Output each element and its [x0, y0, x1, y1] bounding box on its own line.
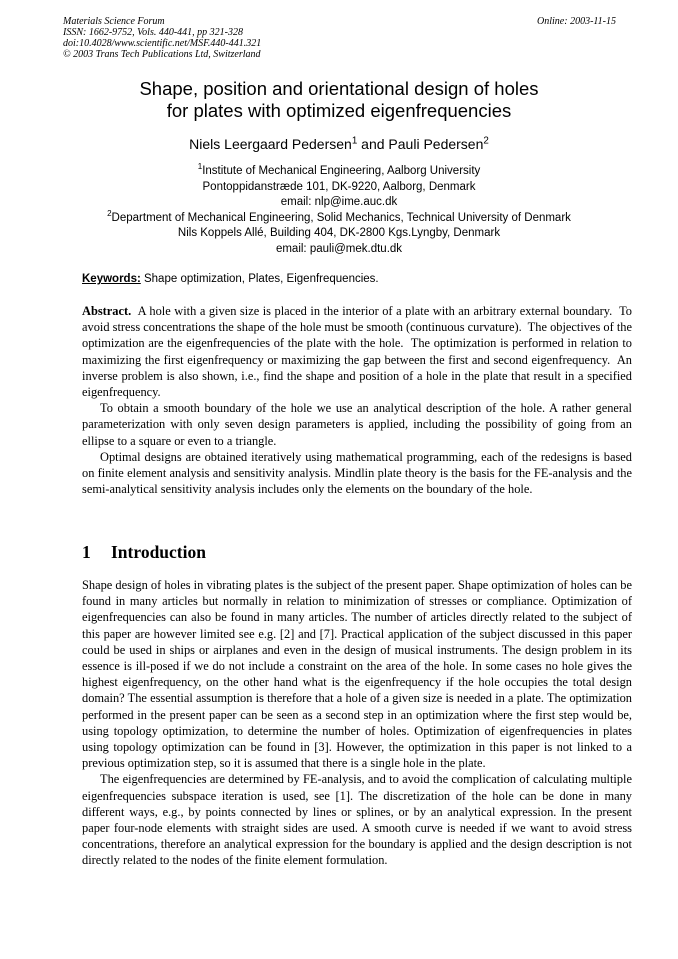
- introduction-paragraph-1: Shape design of holes in vibrating plates is the subject of the present paper. Shape optimization of holes can be found in many articles but normally in relation to minimization of stresses or compliance. Optimization of eigenfrequencies can also be found in many articles. The number of articles directly related to the subject of this paper are however limited see e.g. [2] and [7]. Practical application of the subject discussed in this paper could be used in ships or airplanes and even in the design of musical instruments. The design problem in its essence is ill-posed if we do not include a constraint on the area of the hole. In some cases no hole gives the highest eigenfrequency, on the other hand what is the eigenfrequency if the hole occupies the total design domain? The essential assumption is therefore that a hole of a given size is needed in a plate. The optimization performed in the present paper can be seen as a second step in an optimization where the first step would be, using topology optimization, to determine the number of holes. Optimization of eigenfrequencies in plates using topology optimization can be found in [3]. However, the optimization in this paper is not linked to a previous optimization step, so it is assumed that there is a single hole in the plate.: [82, 578, 632, 771]
- affiliation-2-address: Nils Koppels Allé, Building 404, DK-2800 Kgs.Lyngby, Denmark: [177, 227, 501, 240]
- keywords: [82, 272, 632, 286]
- issn-line: ISSN: 1662-9752, Vols. 440-441, pp 321-328: [63, 27, 243, 38]
- affiliation-1-address: Pontoppidanstræde 101, DK-9220, Aalborg, Denmark: [202, 180, 476, 193]
- doi-line: doi:10.4028/www.scientific.net/MSF.440-441.321: [63, 38, 262, 49]
- journal-header: [63, 16, 616, 60]
- affiliations: [40, 164, 638, 258]
- section-heading-introduction: [82, 542, 206, 562]
- online-date: Online: 2003-11-15: [537, 16, 616, 27]
- copyright-line: © 2003 Trans Tech Publications Ltd, Switzerland: [63, 49, 261, 60]
- author-2: Pauli Pedersen: [388, 136, 484, 152]
- abstract-paragraph-1: Abstract. A hole with a given size is placed in the interior of a plate with an arbitrary external boundary. To avoid stress concentrations the shape of the hole must be smooth (continuous curvature). The objectives of the optimization are the eigenfrequencies of the plate with the hole. The optimization is performed in relation to maximizing the first eigenfrequency or maximizing the gap between the first and second eigenfrequency. An inverse problem is also shown, i.e., find the shape and position of a hole in the plate that result in a specified eigenfrequency.: [82, 304, 636, 400]
- affiliation-2-mark: 2: [107, 208, 112, 218]
- affiliation-2-email[interactable]: email: pauli@mek.dtu.dk: [275, 242, 403, 255]
- affiliation-1-name: $^1$Institute of Mechanical Engineering, Aalborg University: [197, 162, 481, 177]
- keywords-text: Shape optimization, Plates, Eigenfrequencies.: [140, 273, 379, 285]
- author-conjunction: and: [357, 136, 389, 152]
- affiliation-1-mark: 1: [197, 162, 203, 172]
- section-number: 1: [82, 542, 91, 562]
- journal-name: Materials Science Forum: [63, 16, 165, 27]
- abstract-paragraph-2: To obtain a smooth boundary of the hole we use an analytical description of the hole. A rather general parameterization with only seven design parameters is applied, including the possibility of going from an ellipse to a square or even to a triangle.: [82, 401, 632, 448]
- keywords-label: Keywords:: [82, 273, 141, 285]
- title-line-1: Shape, position and orientational design of holes: [139, 78, 539, 99]
- abstract-label: Abstract.: [82, 304, 132, 318]
- section-title: Introduction: [111, 542, 206, 562]
- affiliation-2-name: $^2$Department of Mechanical Engineering, Solid Mechanics, Technical University of Denmark: [107, 208, 571, 224]
- author-2-affil-mark: 2: [483, 135, 489, 147]
- author-list: [40, 136, 638, 152]
- introduction-paragraph-2: The eigenfrequencies are determined by FE-analysis, and to avoid the complication of calculating multiple eigenfrequencies subspace iteration is used, see [1]. The discretization of the hole can be done in many different ways, e.g., by points connected by lines or splines, or by an analytical expression. In the present paper four-node elements with straight sides are used. A smooth curve is needed if we want to avoid stress concentrations, therefore an analytical expression for the boundary is applied and the design description is not directly related to the nodes of the finite element formulation.: [82, 772, 632, 868]
- abstract: [82, 303, 636, 497]
- author-1-affil-mark: 1: [351, 135, 358, 147]
- paper-title: [40, 78, 638, 122]
- abstract-paragraph-3: Optimal designs are obtained iteratively using mathematical programming, each of the redesigns is based on finite element analysis and sensitivity analysis. Mindlin plate theory is the basis for the FE-analysis and the semi-analytical sensitivity analysis includes only the elements on the boundary of the hole.: [82, 449, 632, 497]
- introduction-body: [82, 577, 632, 869]
- title-line-2: for plates with optimized eigenfrequencies: [166, 100, 512, 121]
- author-1: Niels Leergaard Pedersen: [189, 136, 352, 152]
- affiliation-1-email[interactable]: email: nlp@ime.auc.dk: [280, 196, 398, 209]
